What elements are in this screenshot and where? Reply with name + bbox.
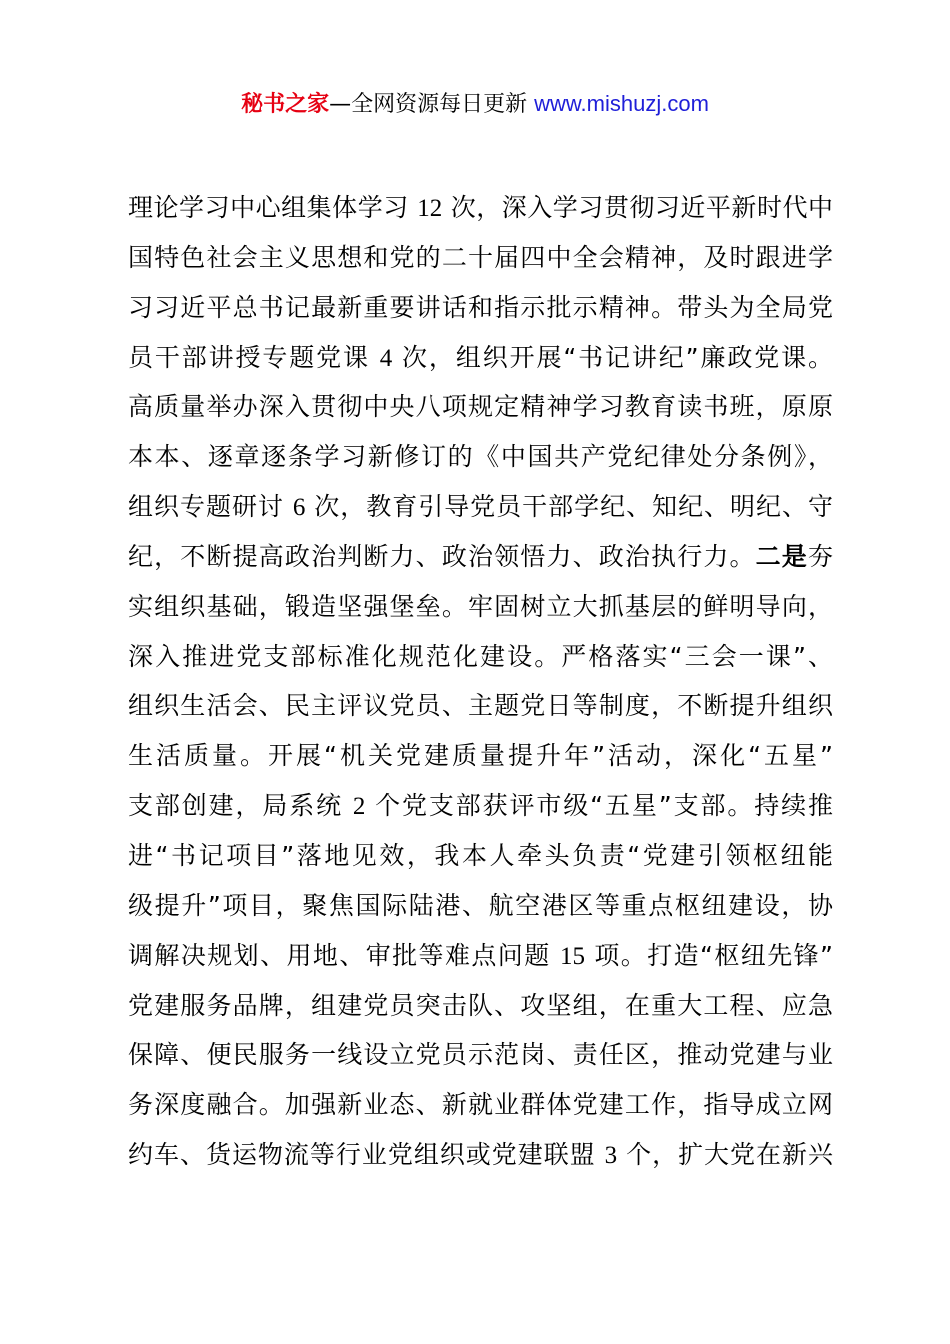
text-segment: 高质量举办深入贯彻中央八项规定精神学习教育读书班，原原	[128, 392, 833, 422]
text-segment: 调解决规划、用地、审批等难点问题	[128, 940, 560, 970]
text-segment: 进“书记项目”落地见效，我本人牵头负责“党建引领枢纽能	[128, 840, 833, 870]
brand-name: 秘书之家	[241, 92, 330, 117]
text-segment: 次，组织开展“书记讲纪”廉政党课。	[392, 342, 833, 372]
text-segment: 理论学习中心组集体学习	[128, 193, 418, 222]
text-line	[128, 1030, 833, 1080]
text-segment: 个党支部获评市级“五星”支部。持续推	[365, 791, 833, 821]
number: 3	[604, 1142, 618, 1170]
number: 6	[292, 494, 306, 522]
text-line	[128, 532, 833, 582]
text-segment: 务深度融合。加强新业态、新就业群体党建工作，指导成立网	[128, 1090, 833, 1120]
text-line	[128, 831, 833, 881]
text-segment: 本本、逐章逐条学习新修订的《中国共产党纪律处分条例》，	[128, 442, 833, 472]
text-segment: 支部创建，局系统	[128, 791, 353, 821]
site-url[interactable]: www.mishuzj.com	[534, 91, 709, 116]
text-segment: 生活质量。开展“机关党建质量提升年”活动，深化“五星”	[128, 741, 833, 771]
text-line	[128, 1080, 833, 1130]
text-line	[128, 981, 833, 1031]
number: 12	[417, 195, 443, 222]
text-segment: 党建服务品牌，组建党员突击队、攻坚组，在重大工程、应急	[128, 990, 833, 1020]
text-line	[128, 482, 833, 532]
text-segment: 纪，不断提高政治判断力、政治领悟力、政治执行力。	[128, 541, 756, 571]
text-segment: 组织生活会、民主评议党员、主题党日等制度，不断提升组织	[128, 691, 833, 721]
body-text	[128, 183, 833, 1180]
text-segment: 级提升”项目，聚焦国际陆港、航空港区等重点枢纽建设，协	[128, 890, 833, 920]
text-line	[128, 931, 833, 981]
number: 2	[352, 793, 366, 821]
text-segment: 习习近平总书记最新重要讲话和指示批示精神。带头为全局党	[128, 292, 833, 322]
header-tagline: —全网资源每日更新	[329, 92, 535, 117]
bold-heading: 二是	[755, 541, 808, 571]
text-line	[128, 582, 833, 632]
text-line	[128, 881, 833, 931]
text-segment: 夯	[807, 541, 833, 571]
number: 15	[560, 942, 585, 970]
text-line	[128, 233, 833, 283]
text-segment: 深入推进党支部标准化规范化建设。严格落实“三会一课”、	[128, 641, 833, 671]
number: 4	[379, 344, 393, 372]
text-segment: 员干部讲授专题党课	[128, 342, 380, 372]
text-line	[128, 283, 833, 333]
text-segment: 次，深入学习贯彻习近平新时代中	[442, 193, 833, 222]
text-line	[128, 382, 833, 432]
text-segment: 实组织基础，锻造坚强堡垒。牢固树立大抓基层的鲜明导向，	[128, 591, 833, 621]
text-line	[128, 432, 833, 482]
text-segment: 国特色社会主义思想和党的二十届四中全会精神，及时跟进学	[128, 242, 833, 272]
text-line	[128, 681, 833, 731]
text-line	[128, 731, 833, 781]
text-line	[128, 183, 833, 233]
text-line	[128, 632, 833, 682]
text-segment: 项。打造“枢纽先锋”	[585, 940, 833, 970]
text-segment: 个，扩大党在新兴	[617, 1140, 833, 1170]
text-line	[128, 781, 833, 831]
text-line	[128, 333, 833, 383]
text-segment: 约车、货运物流等行业党组织或党建联盟	[128, 1140, 605, 1170]
text-segment: 组织专题研讨	[128, 492, 293, 522]
text-segment: 次，教育引导党员干部学纪、知纪、明纪、守	[305, 492, 833, 522]
text-line	[128, 1130, 833, 1180]
page-header	[0, 86, 950, 123]
text-segment: 保障、便民服务一线设立党员示范岗、责任区，推动党建与业	[128, 1040, 833, 1070]
